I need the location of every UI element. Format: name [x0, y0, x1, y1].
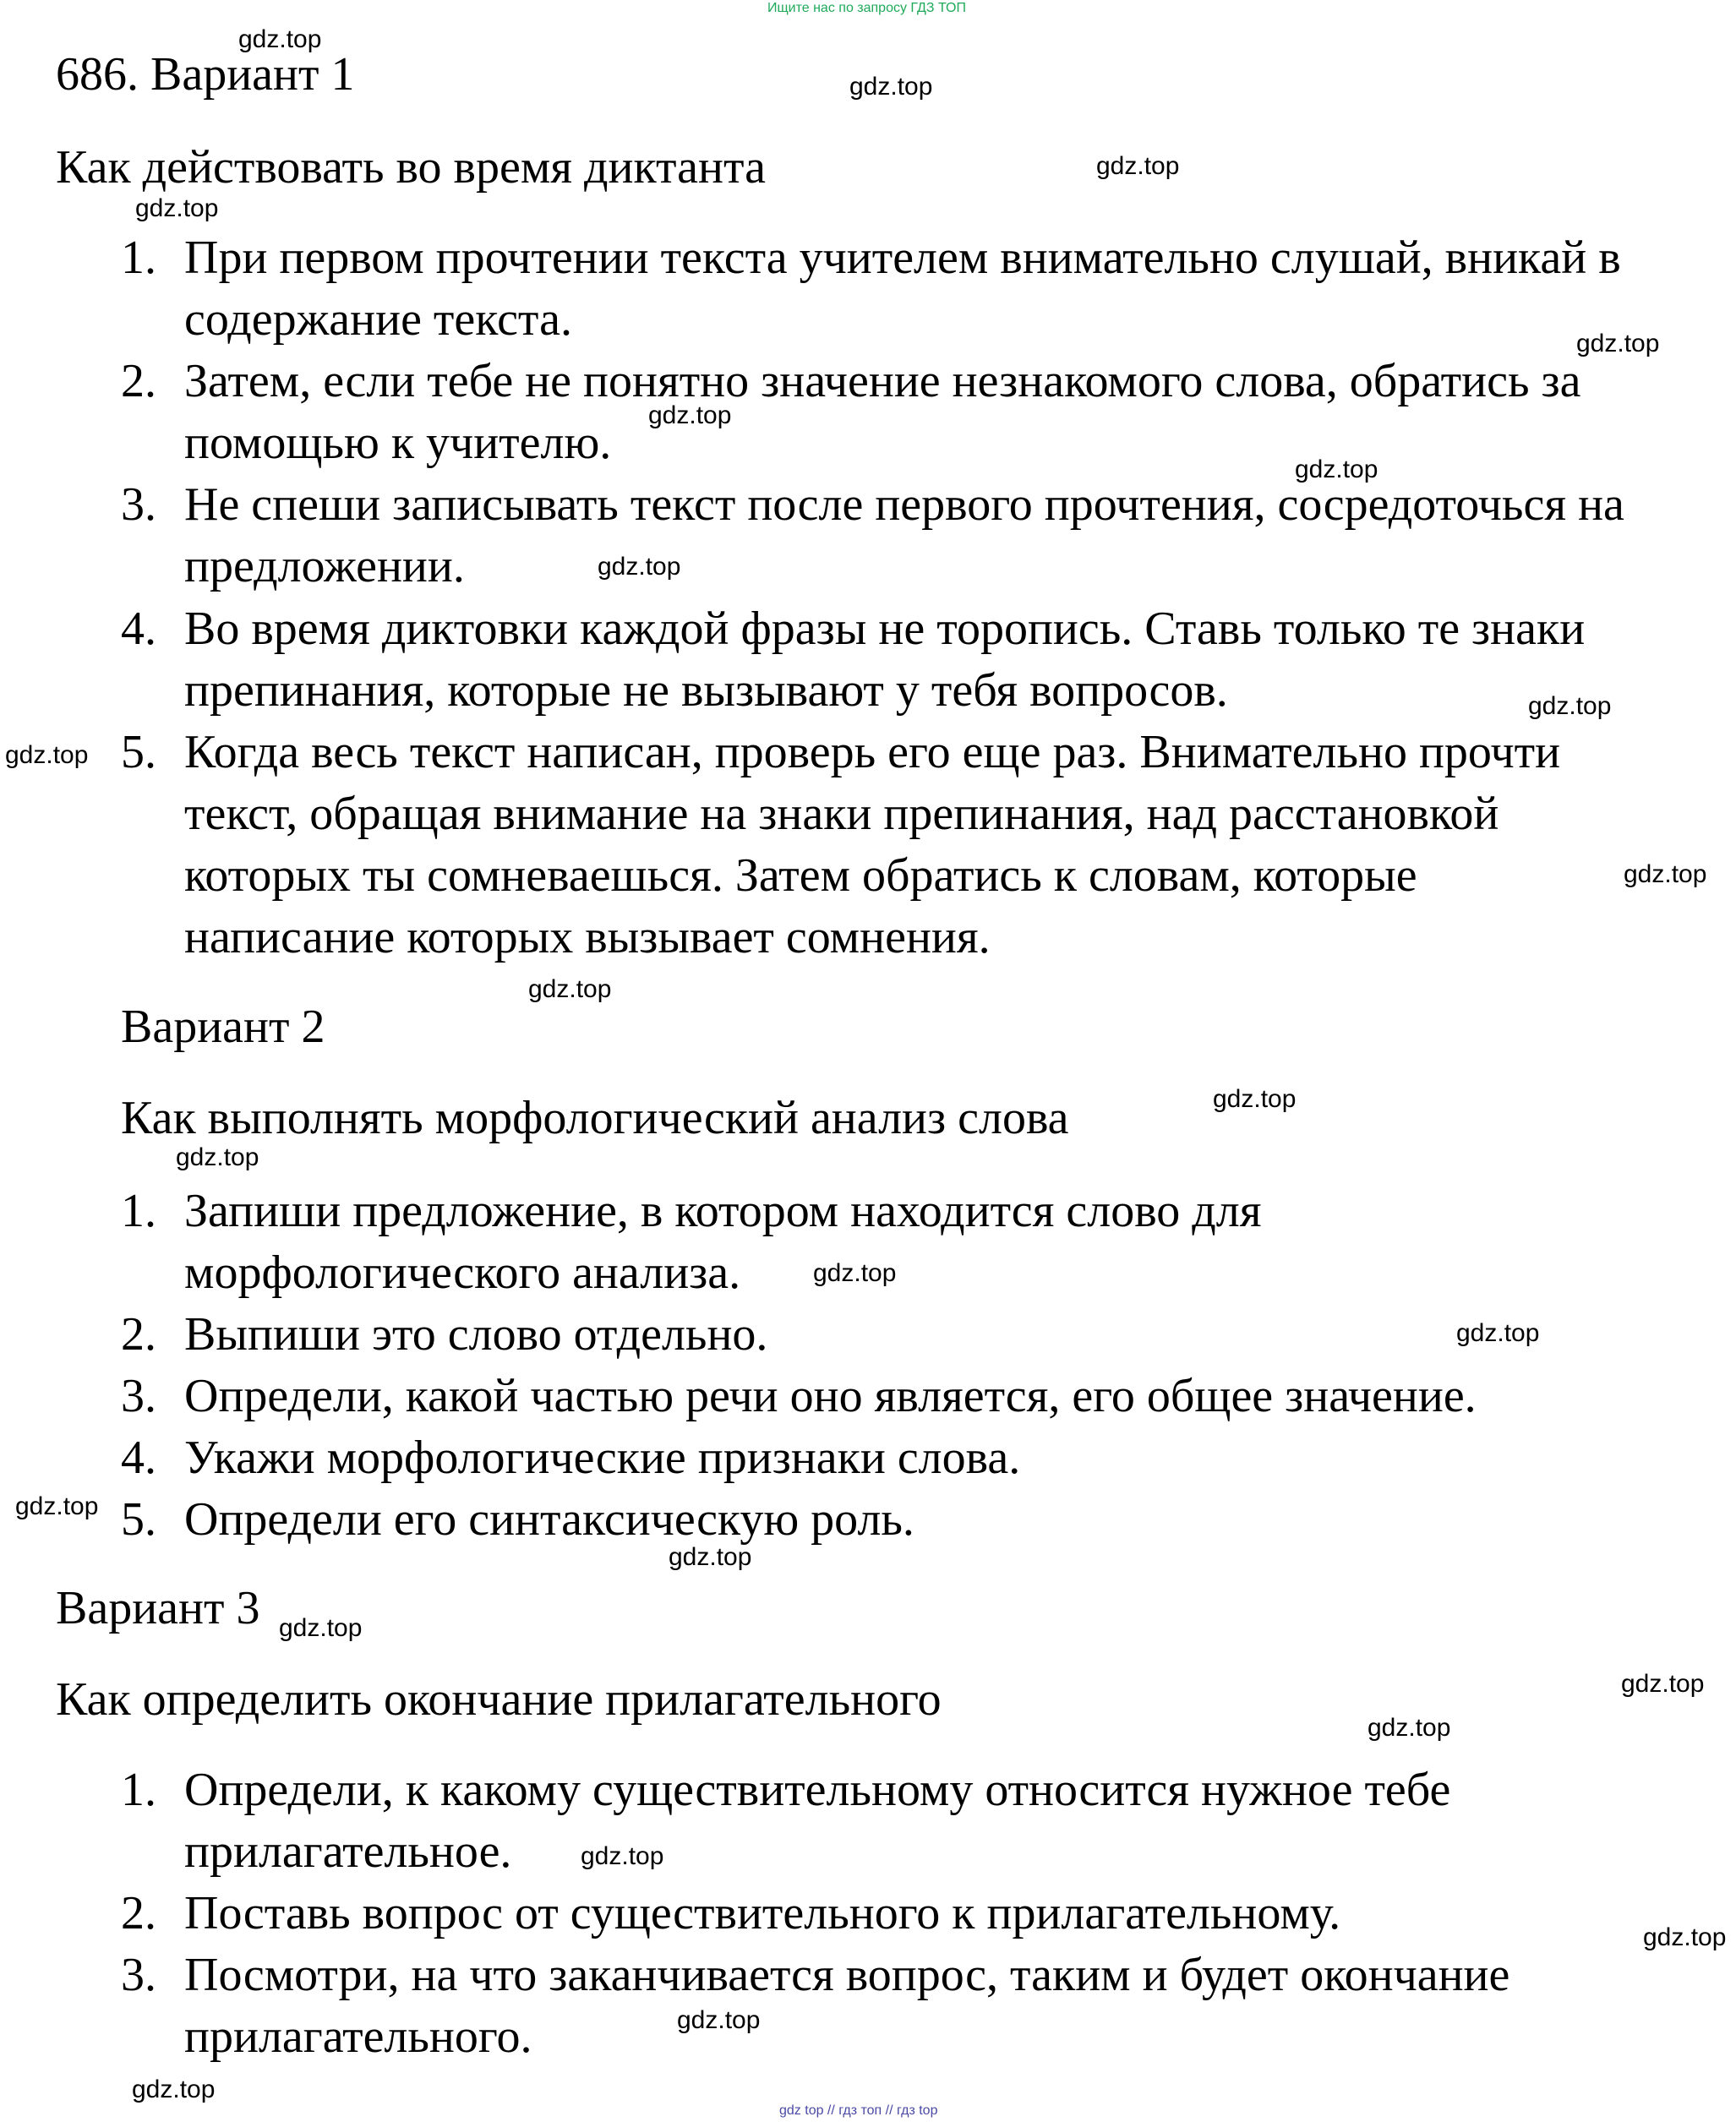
v1-item2-line2: помощью к учителю. — [184, 417, 612, 469]
watermark: gdz.top — [279, 1614, 363, 1642]
watermark: gdz.top — [598, 553, 681, 581]
watermark: gdz.top — [669, 1543, 752, 1571]
watermark: gdz.top — [1576, 330, 1660, 357]
variant3-heading: Вариант 3 — [56, 1582, 260, 1634]
v3-item1-line2: прилагательное. — [184, 1825, 512, 1878]
v2-item1-line1: Запиши предложение, в котором находится слово для — [184, 1185, 1262, 1237]
v3-item2-number: 2. — [121, 1887, 156, 1939]
v3-item1-line1: Определи, к какому существительному относится нужное тебе — [184, 1764, 1451, 1816]
watermark: gdz.top — [135, 194, 219, 222]
v1-item1-number: 1. — [121, 232, 156, 284]
variant2-subheading: Как выполнять морфологический анализ слова — [121, 1092, 1069, 1144]
v1-item3-number: 3. — [121, 478, 156, 531]
v3-item3-line2: прилагательного. — [184, 2010, 532, 2063]
watermark: gdz.top — [238, 25, 322, 53]
v3-item2-line1: Поставь вопрос от существительного к прилагательному. — [184, 1887, 1341, 1939]
watermark: gdz.top — [1295, 455, 1378, 483]
watermark: gdz.top — [1643, 1923, 1727, 1951]
v2-item5-line1: Определи его синтаксическую роль. — [184, 1493, 914, 1546]
watermark: gdz.top — [1456, 1319, 1540, 1347]
v3-item3-number: 3. — [121, 1949, 156, 2001]
watermark: gdz.top — [1528, 692, 1612, 720]
footer-links[interactable]: gdz top // гдз топ // гдз top — [779, 2103, 938, 2118]
variant1-heading: 686. Вариант 1 — [56, 48, 355, 101]
v1-item5-line2: текст, обращая внимание на знаки препинания, над расстановкой — [184, 788, 1499, 840]
v1-item4-line1: Во время диктовки каждой фразы не торопись. Ставь только те знаки — [184, 603, 1586, 655]
watermark: gdz.top — [528, 975, 612, 1003]
v2-item1-line2: морфологического анализа. — [184, 1246, 741, 1299]
watermark: gdz.top — [132, 2076, 216, 2103]
v2-item3-number: 3. — [121, 1370, 156, 1422]
watermark: gdz.top — [648, 401, 732, 429]
v1-item2-number: 2. — [121, 355, 156, 407]
watermark: gdz.top — [176, 1143, 259, 1171]
v1-item3-line2: предложении. — [184, 540, 465, 592]
v1-item5-line4: написание которых вызывает сомнения. — [184, 911, 991, 963]
v1-item3-line1: Не спеши записывать текст после первого прочтения, сосредоточься на — [184, 478, 1624, 531]
v3-item1-number: 1. — [121, 1764, 156, 1816]
top-banner[interactable]: Ищите нас по запросу ГДЗ ТОП — [767, 1, 966, 15]
v1-item2-line1: Затем, если тебе не понятно значение незнакомого слова, обратись за — [184, 355, 1581, 407]
v3-item3-line1: Посмотри, на что заканчивается вопрос, таким и будет окончание — [184, 1949, 1510, 2001]
v1-item5-line1: Когда весь текст написан, проверь его еще раз. Внимательно прочти — [184, 726, 1561, 778]
watermark: gdz.top — [5, 741, 89, 769]
watermark: gdz.top — [677, 2006, 761, 2034]
watermark: gdz.top — [1096, 152, 1180, 180]
watermark: gdz.top — [813, 1259, 897, 1287]
v2-item2-line1: Выпиши это слово отдельно. — [184, 1308, 768, 1361]
v1-item5-line3: которых ты сомневаешься. Затем обратись к словам, которые — [184, 849, 1417, 902]
watermark: gdz.top — [1213, 1085, 1297, 1113]
v2-item4-number: 4. — [121, 1432, 156, 1484]
v2-item2-number: 2. — [121, 1308, 156, 1361]
v2-item4-line1: Укажи морфологические признаки слова. — [184, 1432, 1021, 1484]
v1-item4-line2: препинания, которые не вызывают у тебя вопросов. — [184, 664, 1228, 717]
watermark: gdz.top — [1621, 1670, 1705, 1698]
v1-item4-number: 4. — [121, 603, 156, 655]
variant2-heading: Вариант 2 — [121, 1001, 325, 1053]
v1-item1-line1: При первом прочтении текста учителем внимательно слушай, вникай в — [184, 232, 1621, 284]
watermark: gdz.top — [15, 1492, 99, 1520]
v2-item5-number: 5. — [121, 1493, 156, 1546]
watermark: gdz.top — [849, 73, 933, 101]
watermark: gdz.top — [581, 1842, 664, 1870]
watermark: gdz.top — [1624, 860, 1707, 888]
variant1-subheading: Как действовать во время диктанта — [56, 141, 766, 194]
v1-item5-number: 5. — [121, 726, 156, 778]
watermark: gdz.top — [1368, 1714, 1451, 1742]
v2-item3-line1: Определи, какой частью речи оно является, его общее значение. — [184, 1370, 1477, 1422]
variant3-subheading: Как определить окончание прилагательного — [56, 1673, 942, 1726]
v1-item1-line2: содержание текста. — [184, 293, 572, 346]
v2-item1-number: 1. — [121, 1185, 156, 1237]
